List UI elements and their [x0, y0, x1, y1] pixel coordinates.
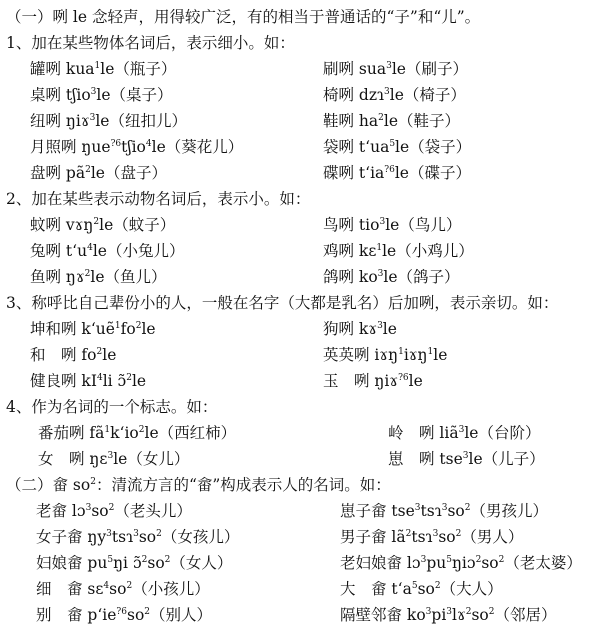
example-left: 鱼咧 ŋɤ$^2$le（鱼儿）: [30, 268, 167, 286]
example-right: 崽子畲 $tse^3tsɿ^3so^2$（男孩儿）: [340, 502, 549, 520]
example-left: 月照咧 ŋue$^{?6}$tʃio$^4$le（葵花儿）: [30, 138, 244, 156]
example-row: [0, 524, 613, 550]
example-row: [0, 108, 613, 134]
text-line: [0, 186, 613, 212]
text-line-content: 1、加在某些物体名词后，表示细小。如：: [6, 34, 295, 52]
example-right: 英英咧 iɤŋ$^1$iɤŋ$^1$le: [323, 346, 448, 364]
example-right: 鸟咧 tio$^3$le（鸟儿）: [323, 216, 462, 234]
example-left: 细 畲 $sɛ^4so^2$（小孩儿）: [36, 580, 210, 598]
example-row: [0, 134, 613, 160]
text-line-content: 3、称呼比自己辈份小的人，一般在名字（大都是乳名）后加咧，表示亲切。如：: [6, 294, 559, 312]
example-row: [0, 550, 613, 576]
example-left: 女 咧 ŋɛ$^3$le（女儿）: [38, 450, 190, 468]
example-left: 妇娘畲 $pu^5ŋi$ $ɔ̃^2so^2$（女人）: [36, 554, 233, 572]
text-line-content: （二）畲 $so^2$：清流方言的“畲”构成表示人的名词。如：: [6, 476, 391, 494]
text-line-content: 2、加在某些表示动物名词后，表示小。如：: [6, 190, 311, 208]
text-line: [0, 30, 613, 56]
example-right: 岭 咧 liã$^3$le（台阶）: [388, 424, 541, 442]
example-right: 椅咧 dzɿ$^3$le（椅子）: [323, 86, 466, 104]
example-row: [0, 316, 613, 342]
example-left: 兔咧 tʻu$^4$le（小兔儿）: [30, 242, 185, 260]
example-left: 别 畲 $pʻie^{?6}so^2$（别人）: [36, 606, 213, 624]
example-row: [0, 368, 613, 394]
example-left: 纽咧 ŋiɤ$^3$le（纽扣儿）: [30, 112, 187, 130]
example-left: 罐咧 kua$^1$le（瓶子）: [30, 60, 177, 78]
example-row: [0, 212, 613, 238]
example-row: [0, 602, 613, 628]
example-left: 女子畲 $ŋy^3tsɿ^3so^2$（女孩儿）: [36, 528, 240, 546]
text-line: [0, 394, 613, 420]
example-row: [0, 342, 613, 368]
example-right: 碟咧 tʻia$^{?6}$le（碟子）: [323, 164, 471, 182]
example-right: 隔壁邻畲 $ko^3pi^3lɤ^2so^2$（邻居）: [340, 606, 557, 624]
example-left: 健良咧 $kI^4li$ ɔ̃$^2$le: [30, 372, 147, 390]
example-right: 袋咧 tʻua$^5$le（袋子）: [323, 138, 472, 156]
example-row: [0, 160, 613, 186]
example-row: [0, 82, 613, 108]
example-right: 刷咧 sua$^3$le（刷子）: [323, 60, 468, 78]
example-right: 鞋咧 $ha^2le$（鞋子）: [323, 112, 461, 130]
example-left: 和 咧 $fo^2le$: [30, 346, 117, 364]
example-right: 狗咧 kɤ$^3$le: [323, 320, 397, 338]
text-line: [0, 472, 613, 498]
example-right: 玉 咧 ŋiɤ$^{?6}$le: [323, 372, 423, 390]
example-right: 老妇娘畲 $lɔ^3pu^5ŋiɔ^2so^2$（老太婆）: [340, 554, 582, 572]
example-left: 坤和咧 $kʻuẽ^1fo^2le$: [30, 320, 156, 338]
example-left: 番茄咧 $fã^1kʻio^2le$（西红柿）: [38, 424, 237, 442]
text-line: [0, 290, 613, 316]
example-right: 大 畲 $tʻa^5so^2$（大人）: [340, 580, 503, 598]
example-row: [0, 446, 613, 472]
text-line-content: 4、作为名词的一个标志。如：: [6, 398, 218, 416]
example-left: 蚊咧 vɤŋ$^2$le（蚊子）: [30, 216, 176, 234]
example-row: [0, 420, 613, 446]
example-row: [0, 576, 613, 602]
text-line: [0, 4, 613, 30]
example-left: 盘咧 $pã^2le$（盘子）: [30, 164, 167, 182]
example-row: [0, 238, 613, 264]
text-line-content: （一）咧 le 念轻声，用得较广泛，有的相当于普通话的“子”和“儿”。: [6, 8, 481, 26]
example-right: 鸽咧 $ko^3le$（鸽子）: [323, 268, 460, 286]
example-left: 老畲 $lɔ^3so^2$（老头儿）: [36, 502, 192, 520]
example-right: 崽 咧 tse$^3$le（儿子）: [388, 450, 545, 468]
example-row: [0, 498, 613, 524]
example-row: [0, 56, 613, 82]
example-right: 男子畲 $lã^2tsɿ^3so^2$（男人）: [340, 528, 524, 546]
example-row: [0, 264, 613, 290]
example-right: 鸡咧 kɛ$^1$le（小鸡儿）: [323, 242, 474, 260]
example-left: 桌咧 tʃio$^3$le（桌子）: [30, 86, 173, 104]
